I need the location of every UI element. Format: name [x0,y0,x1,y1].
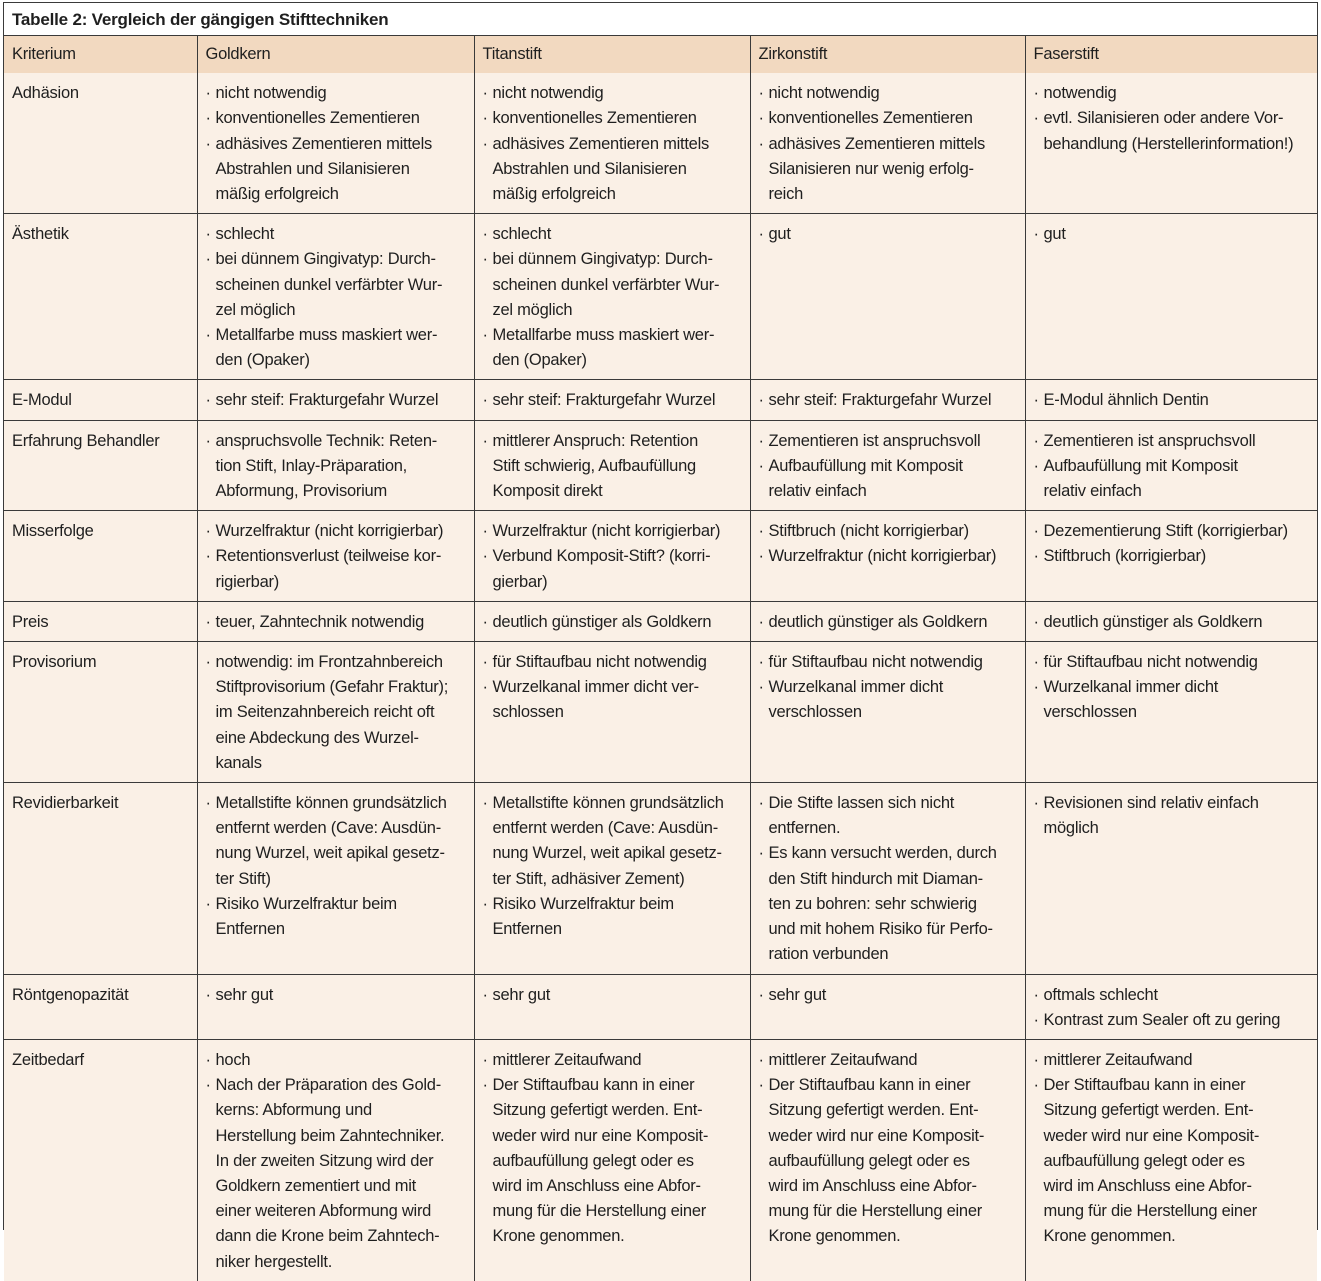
row-criterion: Preis [4,601,197,641]
cell-goldkern [197,974,474,1039]
bullet-line: · Wurzelfraktur (nicht korrigierbar) [759,544,1017,569]
cell-titanstift [474,214,750,380]
row-criterion: E-Modul [4,380,197,420]
continuation-line: den Stift hindurch mit Diaman- [768,869,983,888]
cell-faserstift [1025,511,1317,602]
bullet-line: · mittlerer Anspruch: Retention [483,429,742,454]
cell-goldkern [197,511,474,602]
cell-faserstift [1025,420,1317,511]
bullet-line: · für Stiftaufbau nicht notwendig [759,650,1017,675]
row-criterion: Erfahrung Behandler [4,420,197,511]
continuation-line: wird im Anschluss eine Abfor- [492,1176,701,1195]
bullet-line: · bei dünnem Gingivatyp: Durch- [483,247,742,272]
bullet-line: · Wurzelfraktur (nicht korrigierbar) [206,519,466,544]
row-criterion: Provisorium [4,642,197,783]
cell-titanstift [474,511,750,602]
table-container [3,2,1318,1271]
continuation-line: relativ einfach [1043,482,1142,501]
table-body [4,73,1317,1281]
bullet-line: · Zementieren ist anspruchsvoll [1034,429,1310,454]
continuation-line: schlossen [492,703,564,722]
bullet-line: · hoch [206,1048,466,1073]
bullet-line: · Revisionen sind relativ einfach [1034,791,1310,816]
bullet-line: · sehr gut [483,983,742,1008]
continuation-line: kerns: Abformung und [215,1101,372,1120]
continuation-line: mäßig erfolgreich [215,185,339,204]
header-kriterium: Kriterium [4,36,197,73]
cell-titanstift [474,420,750,511]
continuation-line: Abstrahlen und Silanisieren [492,159,687,178]
table-row [4,511,1317,602]
continuation-line: entfernen. [768,819,841,838]
bullet-line: · Risiko Wurzelfraktur beim [206,892,466,917]
cell-zirkonstift [750,214,1025,380]
bullet-line: · Metallstifte können grundsätzlich [206,791,466,816]
bullet-line: · schlecht [206,222,466,247]
bullet-line: · oftmals schlecht [1034,983,1310,1008]
row-criterion: Röntgenopazität [4,974,197,1039]
table-row [4,420,1317,511]
bullet-line: · mittlerer Zeitaufwand [483,1048,742,1073]
bullet-line: · sehr gut [206,983,466,1008]
cell-goldkern [197,783,474,974]
cell-faserstift [1025,642,1317,783]
continuation-line: mäßig erfolgreich [492,185,616,204]
continuation-line: Silanisieren nur wenig erfolg- [768,159,974,178]
cell-titanstift [474,974,750,1039]
continuation-line: mung für die Herstellung einer [492,1202,707,1221]
header-row [4,36,1317,73]
bullet-line: · Wurzelkanal immer dicht [1034,675,1310,700]
bullet-line: · nicht notwendig [206,81,466,106]
bullet-line: · sehr steif: Frakturgefahr Wurzel [206,388,466,413]
cell-zirkonstift [750,1039,1025,1280]
bullet-line: · adhäsives Zementieren mittels [206,132,466,157]
cell-goldkern [197,601,474,641]
row-criterion: Ästhetik [4,214,197,380]
row-criterion: Revidierbarkeit [4,783,197,974]
continuation-line: einer weiteren Abformung wird [215,1202,432,1221]
bullet-line: · anspruchsvolle Technik: Reten- [206,429,466,454]
bullet-line: · gut [759,222,1017,247]
cell-titanstift [474,380,750,420]
continuation-line: tion Stift, Inlay-Präparation, [215,456,408,475]
bullet-line: · Der Stiftaufbau kann in einer [483,1073,742,1098]
bullet-line: · konventionelles Zementieren [759,106,1017,131]
cell-goldkern [197,420,474,511]
continuation-line: kanals [215,753,262,772]
bullet-line: · Der Stiftaufbau kann in einer [759,1073,1017,1098]
bullet-line: · E-Modul ähnlich Dentin [1034,388,1310,413]
continuation-line: Herstellung beim Zahntechniker. [215,1126,445,1145]
continuation-line: ter Stift) [215,869,271,888]
continuation-line: zel möglich [492,300,573,319]
cell-titanstift [474,1039,750,1280]
bullet-line: · für Stiftaufbau nicht notwendig [1034,650,1310,675]
header-zirkonstift: Zirkonstift [750,36,1025,73]
cell-goldkern [197,642,474,783]
continuation-line: Goldkern zementiert und mit [215,1176,417,1195]
table-row [4,783,1317,974]
bullet-line: · evtl. Silanisieren oder andere Vor- [1034,106,1310,131]
bullet-line: · Dezementierung Stift (korrigierbar) [1034,519,1310,544]
bullet-line: · schlecht [483,222,742,247]
continuation-line: Abstrahlen und Silanisieren [215,159,410,178]
cell-zirkonstift [750,601,1025,641]
bullet-line: · Metallstifte können grundsätzlich [483,791,742,816]
row-criterion: Zeitbedarf [4,1039,197,1280]
continuation-line: weder wird nur eine Komposit- [768,1126,985,1145]
bullet-line: · Aufbaufüllung mit Komposit [759,454,1017,479]
bullet-line: · Retentionsverlust (teilweise kor- [206,544,466,569]
continuation-line: rigierbar) [215,572,280,591]
bullet-line: · teuer, Zahntechnik notwendig [206,610,466,635]
bullet-line: · sehr steif: Frakturgefahr Wurzel [759,388,1017,413]
continuation-line: relativ einfach [768,482,867,501]
continuation-line: niker hergestellt. [215,1252,333,1271]
continuation-line: gierbar) [492,572,548,591]
continuation-line: aufbaufüllung gelegt oder es [1043,1151,1245,1170]
cell-faserstift [1025,214,1317,380]
bullet-line: · Nach der Präparation des Gold- [206,1073,466,1098]
continuation-line: nung Wurzel, weit apikal gesetz- [215,844,445,863]
bullet-line: · Wurzelkanal immer dicht [759,675,1017,700]
bullet-line: · Stiftbruch (nicht korrigierbar) [759,519,1017,544]
continuation-line: aufbaufüllung gelegt oder es [492,1151,694,1170]
continuation-line: ten zu bohren: sehr schwierig [768,894,977,913]
continuation-line: mung für die Herstellung einer [1043,1202,1258,1221]
continuation-line: nung Wurzel, weit apikal gesetz- [492,844,722,863]
table-title: Tabelle 2: Vergleich der gängigen Stifttechniken [4,3,1317,36]
cell-zirkonstift [750,420,1025,511]
bullet-line: · deutlich günstiger als Goldkern [759,610,1017,635]
continuation-line: verschlossen [768,703,862,722]
cell-faserstift [1025,974,1317,1039]
continuation-line: den (Opaker) [215,351,310,370]
cell-zirkonstift [750,783,1025,974]
cell-titanstift [474,73,750,214]
continuation-line: scheinen dunkel verfärbter Wur- [215,275,443,294]
continuation-line: reich [768,185,804,204]
bullet-line: · sehr steif: Frakturgefahr Wurzel [483,388,742,413]
cell-goldkern [197,380,474,420]
bullet-line: · nicht notwendig [759,81,1017,106]
continuation-line: ration verbunden [768,945,889,964]
continuation-line: aufbaufüllung gelegt oder es [768,1151,970,1170]
bullet-line: · bei dünnem Gingivatyp: Durch- [206,247,466,272]
continuation-line: eine Abdeckung des Wurzel- [215,728,419,747]
bullet-line: · adhäsives Zementieren mittels [759,132,1017,157]
header-titanstift: Titanstift [474,36,750,73]
continuation-line: mung für die Herstellung einer [768,1202,983,1221]
table-row [4,73,1317,214]
bullet-line: · konventionelles Zementieren [206,106,466,131]
bullet-line: · Stiftbruch (korrigierbar) [1034,544,1310,569]
cell-faserstift [1025,73,1317,214]
cell-zirkonstift [750,642,1025,783]
row-criterion: Adhäsion [4,73,197,214]
comparison-table [4,36,1317,1281]
cell-zirkonstift [750,380,1025,420]
table-row [4,214,1317,380]
continuation-line: Abformung, Provisorium [215,482,387,501]
cell-faserstift [1025,1039,1317,1280]
header-faserstift: Faserstift [1025,36,1317,73]
cell-titanstift [474,642,750,783]
bullet-line: · Metallfarbe muss maskiert wer- [483,323,742,348]
bullet-line: · Aufbaufüllung mit Komposit [1034,454,1310,479]
cell-titanstift [474,601,750,641]
continuation-line: Krone genommen. [492,1227,625,1246]
bullet-line: · mittlerer Zeitaufwand [1034,1048,1310,1073]
bullet-line: · konventionelles Zementieren [483,106,742,131]
cell-goldkern [197,1039,474,1280]
bullet-line: · notwendig [1034,81,1310,106]
bullet-line: · deutlich günstiger als Goldkern [1034,610,1310,635]
continuation-line: Sitzung gefertigt werden. Ent- [768,1101,979,1120]
bullet-line: · nicht notwendig [483,81,742,106]
table-row [4,974,1317,1039]
continuation-line: Entfernen [215,920,285,939]
bullet-line: · Risiko Wurzelfraktur beim [483,892,742,917]
continuation-line: wird im Anschluss eine Abfor- [1043,1176,1252,1195]
bullet-line: · Wurzelkanal immer dicht ver- [483,675,742,700]
continuation-line: In der zweiten Sitzung wird der [215,1151,434,1170]
row-criterion: Misserfolge [4,511,197,602]
continuation-line: weder wird nur eine Komposit- [1043,1126,1260,1145]
continuation-line: wird im Anschluss eine Abfor- [768,1176,977,1195]
continuation-line: verschlossen [1043,703,1137,722]
bullet-line: · Verbund Komposit-Stift? (korri- [483,544,742,569]
bullet-line: · Kontrast zum Sealer oft zu gering [1034,1008,1310,1033]
cell-goldkern [197,214,474,380]
cell-zirkonstift [750,974,1025,1039]
bullet-line: · gut [1034,222,1310,247]
bullet-line: · notwendig: im Frontzahnbereich [206,650,466,675]
continuation-line: und mit hohem Risiko für Perfo- [768,920,993,939]
bullet-line: · Zementieren ist anspruchsvoll [759,429,1017,454]
bullet-line: · Wurzelfraktur (nicht korrigierbar) [483,519,742,544]
bullet-line: · mittlerer Zeitaufwand [759,1048,1017,1073]
bullet-line: · Metallfarbe muss maskiert wer- [206,323,466,348]
continuation-line: den (Opaker) [492,351,587,370]
continuation-line: im Seitenzahnbereich reicht oft [215,703,435,722]
header-goldkern: Goldkern [197,36,474,73]
table-row [4,601,1317,641]
continuation-line: Entfernen [492,920,562,939]
table-row [4,380,1317,420]
bullet-line: · für Stiftaufbau nicht notwendig [483,650,742,675]
continuation-line: ter Stift, adhäsiver Zement) [492,869,685,888]
cell-titanstift [474,783,750,974]
continuation-line: Sitzung gefertigt werden. Ent- [1043,1101,1254,1120]
table-row [4,642,1317,783]
cell-goldkern [197,73,474,214]
continuation-line: Stiftprovisorium (Gefahr Fraktur); [215,678,449,697]
continuation-line: entfernt werden (Cave: Ausdün- [492,819,718,838]
table-row [4,1039,1317,1280]
bullet-line: · Es kann versucht werden, durch [759,841,1017,866]
bullet-line: · sehr gut [759,983,1017,1008]
continuation-line: zel möglich [215,300,296,319]
bullet-line: · deutlich günstiger als Goldkern [483,610,742,635]
cell-faserstift [1025,601,1317,641]
continuation-line: dann die Krone beim Zahntech- [215,1227,440,1246]
cell-faserstift [1025,380,1317,420]
continuation-line: Krone genommen. [768,1227,901,1246]
continuation-line: Komposit direkt [492,482,603,501]
continuation-line: möglich [1043,819,1099,838]
cell-zirkonstift [750,511,1025,602]
bullet-line: · adhäsives Zementieren mittels [483,132,742,157]
continuation-line: scheinen dunkel verfärbter Wur- [492,275,720,294]
bullet-line: · Die Stifte lassen sich nicht [759,791,1017,816]
continuation-line: weder wird nur eine Komposit- [492,1126,709,1145]
continuation-line: Stift schwierig, Aufbaufüllung [492,456,696,475]
continuation-line: Sitzung gefertigt werden. Ent- [492,1101,703,1120]
cell-faserstift [1025,783,1317,974]
cell-zirkonstift [750,73,1025,214]
continuation-line: behandlung (Herstellerinformation!) [1043,134,1294,153]
continuation-line: Krone genommen. [1043,1227,1176,1246]
bullet-line: · Der Stiftaufbau kann in einer [1034,1073,1310,1098]
continuation-line: entfernt werden (Cave: Ausdün- [215,819,441,838]
